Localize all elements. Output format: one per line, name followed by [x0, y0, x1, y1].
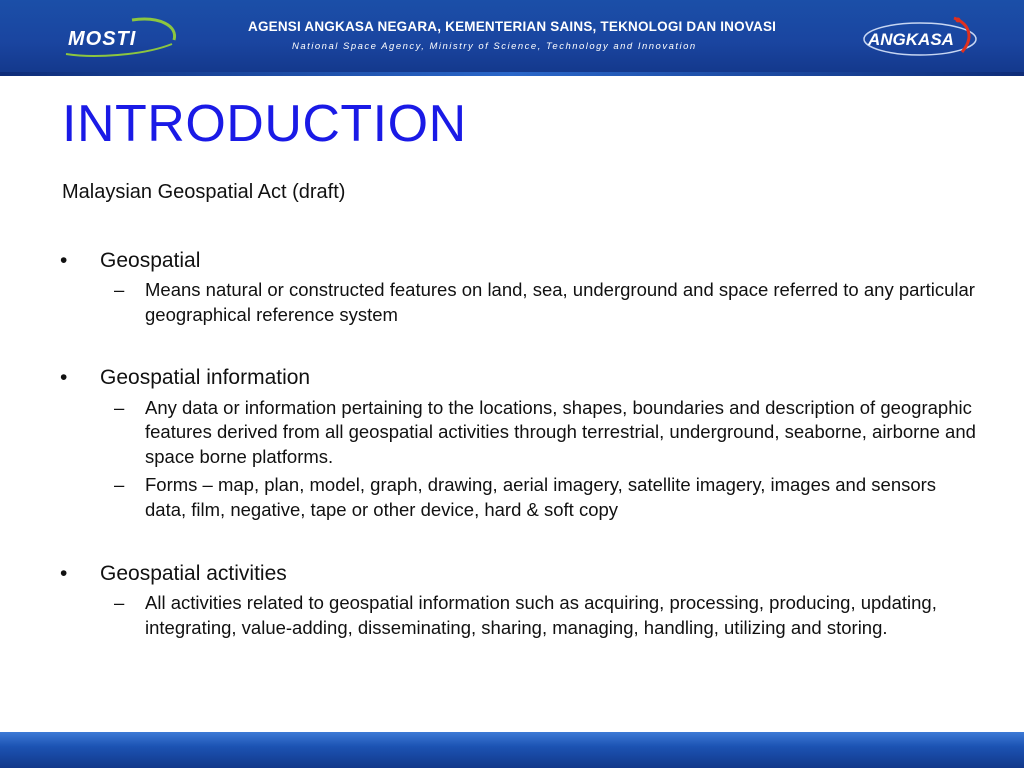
dash-icon: –	[114, 396, 125, 418]
dash-icon: –	[114, 591, 125, 613]
sub-point-text: All activities related to geospatial information such as acquiring, processing, producing, updating, integrating, value-adding, disseminating, sharing, managing, handling, utilizing and storing.	[145, 591, 937, 638]
bullet-icon: •	[60, 561, 68, 585]
bullet-heading: Geospatial	[100, 249, 201, 272]
dash-icon: –	[114, 474, 125, 496]
angkasa-logo	[858, 12, 978, 64]
sub-point	[62, 396, 982, 470]
sub-point-text: Forms – map, plan, model, graph, drawing, aerial imagery, satellite imagery, images and sensors data, film, negative, tape or other device, hard & soft copy	[145, 474, 937, 521]
content-list	[62, 248, 982, 640]
header-bar	[0, 0, 1024, 76]
dash-icon: –	[114, 279, 125, 301]
sub-point-text: Means natural or constructed features on land, sea, underground and space referred to any particular geographical reference system	[145, 279, 975, 325]
sub-point	[62, 473, 982, 522]
agency-title: AGENSI ANGKASA NEGARA, KEMENTERIAN SAINS, TEKNOLOGI DAN INOVASI	[248, 19, 777, 34]
footer-bar	[0, 732, 1024, 768]
bullet-heading: Geospatial information	[100, 366, 311, 390]
slide-subtitle: Malaysian Geospatial Act (draft)	[62, 181, 346, 203]
agency-subtitle: National Space Agency, Ministry of Science, Technology and Innovation	[292, 41, 697, 52]
mosti-logo-text: MOSTI	[68, 28, 137, 50]
angkasa-logo-text: ANGKASA	[868, 30, 954, 49]
slide-title: INTRODUCTION	[62, 95, 467, 153]
bullet-item	[62, 248, 982, 274]
sub-point	[62, 278, 982, 327]
bullet-heading: Geospatial activities	[100, 561, 287, 585]
bullet-item	[62, 561, 982, 587]
sub-point	[62, 591, 982, 640]
bullet-icon: •	[60, 366, 68, 390]
sub-point-text: Any data or information pertaining to the locations, shapes, boundaries and description of geographic features derived from all geospatial activities through terrestrial, underground, seaborne, airborne and space borne platforms.	[145, 396, 976, 467]
mosti-logo	[62, 14, 182, 58]
bullet-item	[62, 365, 982, 391]
bullet-icon: •	[60, 249, 68, 272]
